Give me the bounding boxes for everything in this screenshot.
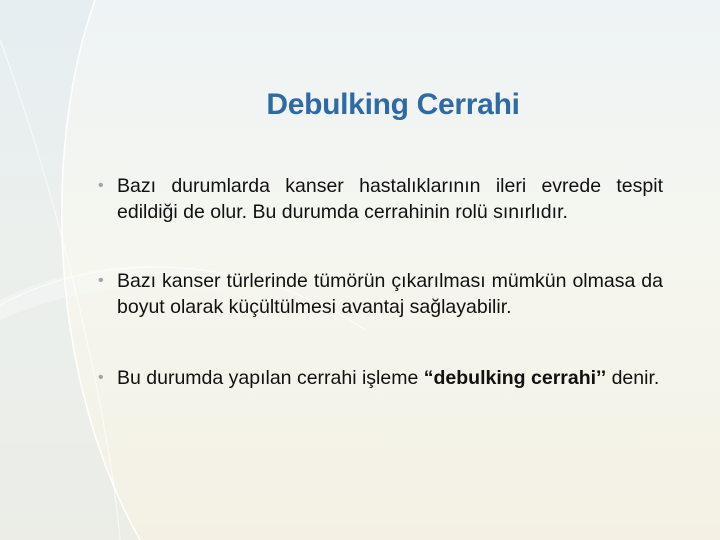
bullet-marker: • [98,177,104,194]
bullet-item [98,365,663,391]
bullet-text: Bazı durumlarda kanser hastalıklarının ileri evrede tespit edildiği de olur. Bu durumda cerrahinin rolü sınırlıdır. [117,175,663,223]
slide-title: Debulking Cerrahi [266,88,520,121]
bullet-text-end: denir. [606,367,660,389]
bullet-item [98,173,663,225]
bullet-marker: • [98,272,104,289]
bullet-text-start: Bu durumda yapılan cerrahi işleme [117,367,424,389]
bullet-text: Bazı kanser türlerinde tümörün çıkarılması mümkün olmasa da boyut olarak küçültülmesi avantaj sağlayabilir. [117,270,663,318]
bullet-marker: • [98,369,104,386]
bullet-item [98,268,663,320]
bullet-list [98,173,663,391]
bullet-term-bold: “debulking cerrahi’’ [423,367,607,389]
